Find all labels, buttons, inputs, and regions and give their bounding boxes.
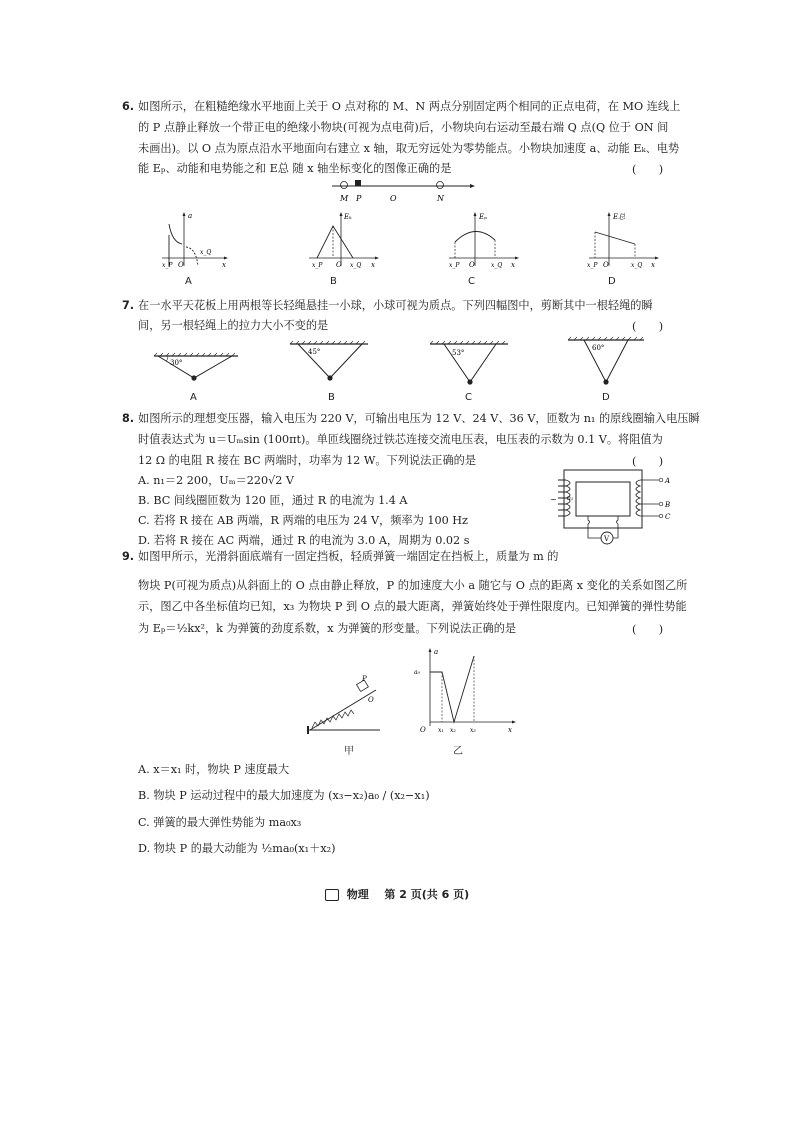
question-text-line: 的 P 点静止释放一个带正电的绝缘小物块(可视为点电荷)后，小物块向右运动至最右端 Q 点(Q 位于 ON 间 xyxy=(138,121,669,134)
question-number: 7. xyxy=(122,299,135,312)
graph-b xyxy=(305,210,379,268)
ac-source-symbol: ~ xyxy=(550,495,557,504)
tick-label: x₃ xyxy=(470,727,476,734)
suspension-figure-d xyxy=(566,336,646,390)
angle-label: 53° xyxy=(452,349,465,357)
angle-label: 45° xyxy=(308,348,321,356)
origin-label: O xyxy=(420,726,426,734)
label-N: N xyxy=(437,194,444,203)
option-a: A. x＝x₁ 时，物块 P 速度最大 xyxy=(138,763,290,776)
axis-label: a xyxy=(434,648,439,656)
option-d: D. 若将 R 接在 AC 两端，通过 R 的电流为 3.0 A，周期为 0.02 s xyxy=(138,534,470,547)
point-label: O xyxy=(368,696,374,704)
origin-label: O xyxy=(178,261,184,269)
axis-label: E总 xyxy=(613,213,626,221)
question-text-line: 在一水平天花板上用两根等长轻绳悬挂一小球，小球可视为质点。下列四幅图中，剪断其中一根轻绳的瞬 xyxy=(138,299,653,312)
tick-label: a₀ xyxy=(414,669,420,676)
figure-caption: 甲 xyxy=(344,746,354,757)
option-d: D. 物块 P 的最大动能为 ½ma₀(x₁＋x₂) xyxy=(138,842,336,855)
tick-label: x_P xyxy=(587,262,598,269)
question-text-line: 时值表达式为 u＝Uₘsin (100πt)。单匝线圈绕过铁芯连接交流电压表，电压表的示数为 0.1 V。将阻值为 xyxy=(138,433,663,446)
block-label: P xyxy=(362,675,367,683)
tick-label: x_Q xyxy=(350,262,362,269)
figure-caption: 乙 xyxy=(453,746,463,757)
tick-label: x_Q xyxy=(631,262,643,269)
question-text-line: 如图甲所示，光滑斜面底端有一固定挡板，轻质弹簧一端固定在挡板上，质量为 m 的 xyxy=(138,550,559,563)
axis-label: x xyxy=(371,261,375,269)
terminal-label: C xyxy=(665,513,671,521)
option-label: C xyxy=(465,392,472,403)
label-O: O xyxy=(390,194,397,203)
option-label: C xyxy=(468,276,475,287)
option-a: A. n₁＝2 200，Uₘ＝220√2 V xyxy=(138,474,294,487)
tick-label: x₁ xyxy=(438,727,444,734)
suspension-figure-c xyxy=(428,340,510,390)
option-c: C. 若将 R 接在 AB 两端，R 两端的电压为 24 V，频率为 100 Hz xyxy=(138,514,468,527)
option-label: A xyxy=(190,392,197,403)
question-number: 6. xyxy=(122,100,135,113)
tick-label: x_P xyxy=(162,262,173,269)
question-text-line: 如图所示的理想变压器，输入电压为 220 V，可输出电压为 12 V、24 V、36 V，匝数为 n₁ 的原线圈输入电压瞬 xyxy=(138,412,700,425)
question-number: 8. xyxy=(122,412,135,425)
axis-label: Eₖ xyxy=(344,213,352,221)
axis-label: Eₚ xyxy=(479,213,487,221)
question-text-line: 12 Ω 的电阻 R 接在 BC 两端时，功率为 12 W。下列说法正确的是 xyxy=(138,454,477,467)
axis-label: a xyxy=(188,212,193,220)
transformer-diagram xyxy=(548,466,678,552)
coil-label: n₁ xyxy=(567,495,574,502)
answer-parentheses: ( ) xyxy=(632,163,664,176)
origin-label: O xyxy=(469,261,475,269)
option-label: A xyxy=(185,276,192,287)
suspension-figure-b xyxy=(288,340,370,390)
answer-parentheses: ( ) xyxy=(632,320,664,333)
question-text-line: 能 Eₚ、动能和电势能之和 E总 随 x 轴坐标变化的图像正确的是 xyxy=(138,162,452,175)
option-label: B xyxy=(328,392,335,403)
origin-label: O xyxy=(603,261,609,269)
incline-spring-figure xyxy=(304,672,384,742)
option-b: B. BC 间线圈匝数为 120 匝，通过 R 的电流为 1.4 A xyxy=(138,494,408,507)
angle-label: 30° xyxy=(170,359,183,367)
graph-d xyxy=(585,210,659,268)
tick-label: x_Q xyxy=(200,249,212,256)
charge-axis-diagram xyxy=(330,176,480,206)
axis-label: x xyxy=(222,261,226,269)
suspension-figure-a xyxy=(152,352,240,388)
page-footer xyxy=(0,886,794,902)
question-text-line: 示，图乙中各坐标值均已知，x₃ 为物块 P 到 O 点的最大距离，弹簧始终处于弹性限度内。已知弹簧的弹性势能 xyxy=(138,600,687,613)
footer-subject: 物理 xyxy=(346,888,369,901)
voltmeter-label: V xyxy=(604,535,610,543)
option-label: B xyxy=(330,276,337,287)
terminal-label: B xyxy=(665,501,671,509)
terminal-label: A xyxy=(665,477,671,485)
graph-c xyxy=(445,210,519,268)
label-M: M xyxy=(340,194,349,203)
option-c: C. 弹簧的最大弹性势能为 ma₀x₃ xyxy=(138,816,302,829)
option-label: D xyxy=(602,392,610,403)
axis-label: x xyxy=(651,261,655,269)
footer-page-number: 第 2 页(共 6 页) xyxy=(384,888,470,901)
origin-label: O xyxy=(336,261,342,269)
option-label: D xyxy=(608,276,616,287)
axis-label: x xyxy=(511,261,515,269)
question-text-line: 为 Eₚ＝½kx²，k 为弹簧的劲度系数，x 为弹簧的形变量。下列说法正确的是 xyxy=(138,622,517,635)
angle-label: 60° xyxy=(592,344,605,352)
graph-a xyxy=(158,210,228,268)
option-b: B. 物块 P 运动过程中的最大加速度为 (x₃−x₂)a₀ / (x₂−x₁) xyxy=(138,789,430,802)
label-P: P xyxy=(356,194,362,203)
question-text-line: 如图所示，在粗糙绝缘水平地面上关于 O 点对称的 M、N 两点分别固定两个相同的正点电荷，在 MO 连线上 xyxy=(138,100,681,113)
tick-label: x_P xyxy=(312,262,323,269)
question-number: 9. xyxy=(122,550,135,563)
logo-icon xyxy=(325,889,339,901)
acceleration-graph xyxy=(412,646,522,738)
axis-label: x xyxy=(508,726,512,734)
answer-parentheses: ( ) xyxy=(632,455,664,468)
tick-label: x_Q xyxy=(491,262,503,269)
tick-label: x_P xyxy=(449,262,460,269)
question-text-line: 间，另一根轻绳上的拉力大小不变的是 xyxy=(138,319,329,332)
question-text-line: 未画出)。以 O 点为原点沿水平地面向右建立 x 轴，取无穷远处为零势能点。小物块加速度 a、动能 Eₖ、电势 xyxy=(138,142,680,155)
tick-label: x₂ xyxy=(450,727,456,734)
question-text-line: 物块 P(可视为质点)从斜面上的 O 点由静止释放，P 的加速度大小 a 随它与 O 点的距离 x 变化的关系如图乙所 xyxy=(138,579,688,592)
answer-parentheses: ( ) xyxy=(632,623,664,636)
